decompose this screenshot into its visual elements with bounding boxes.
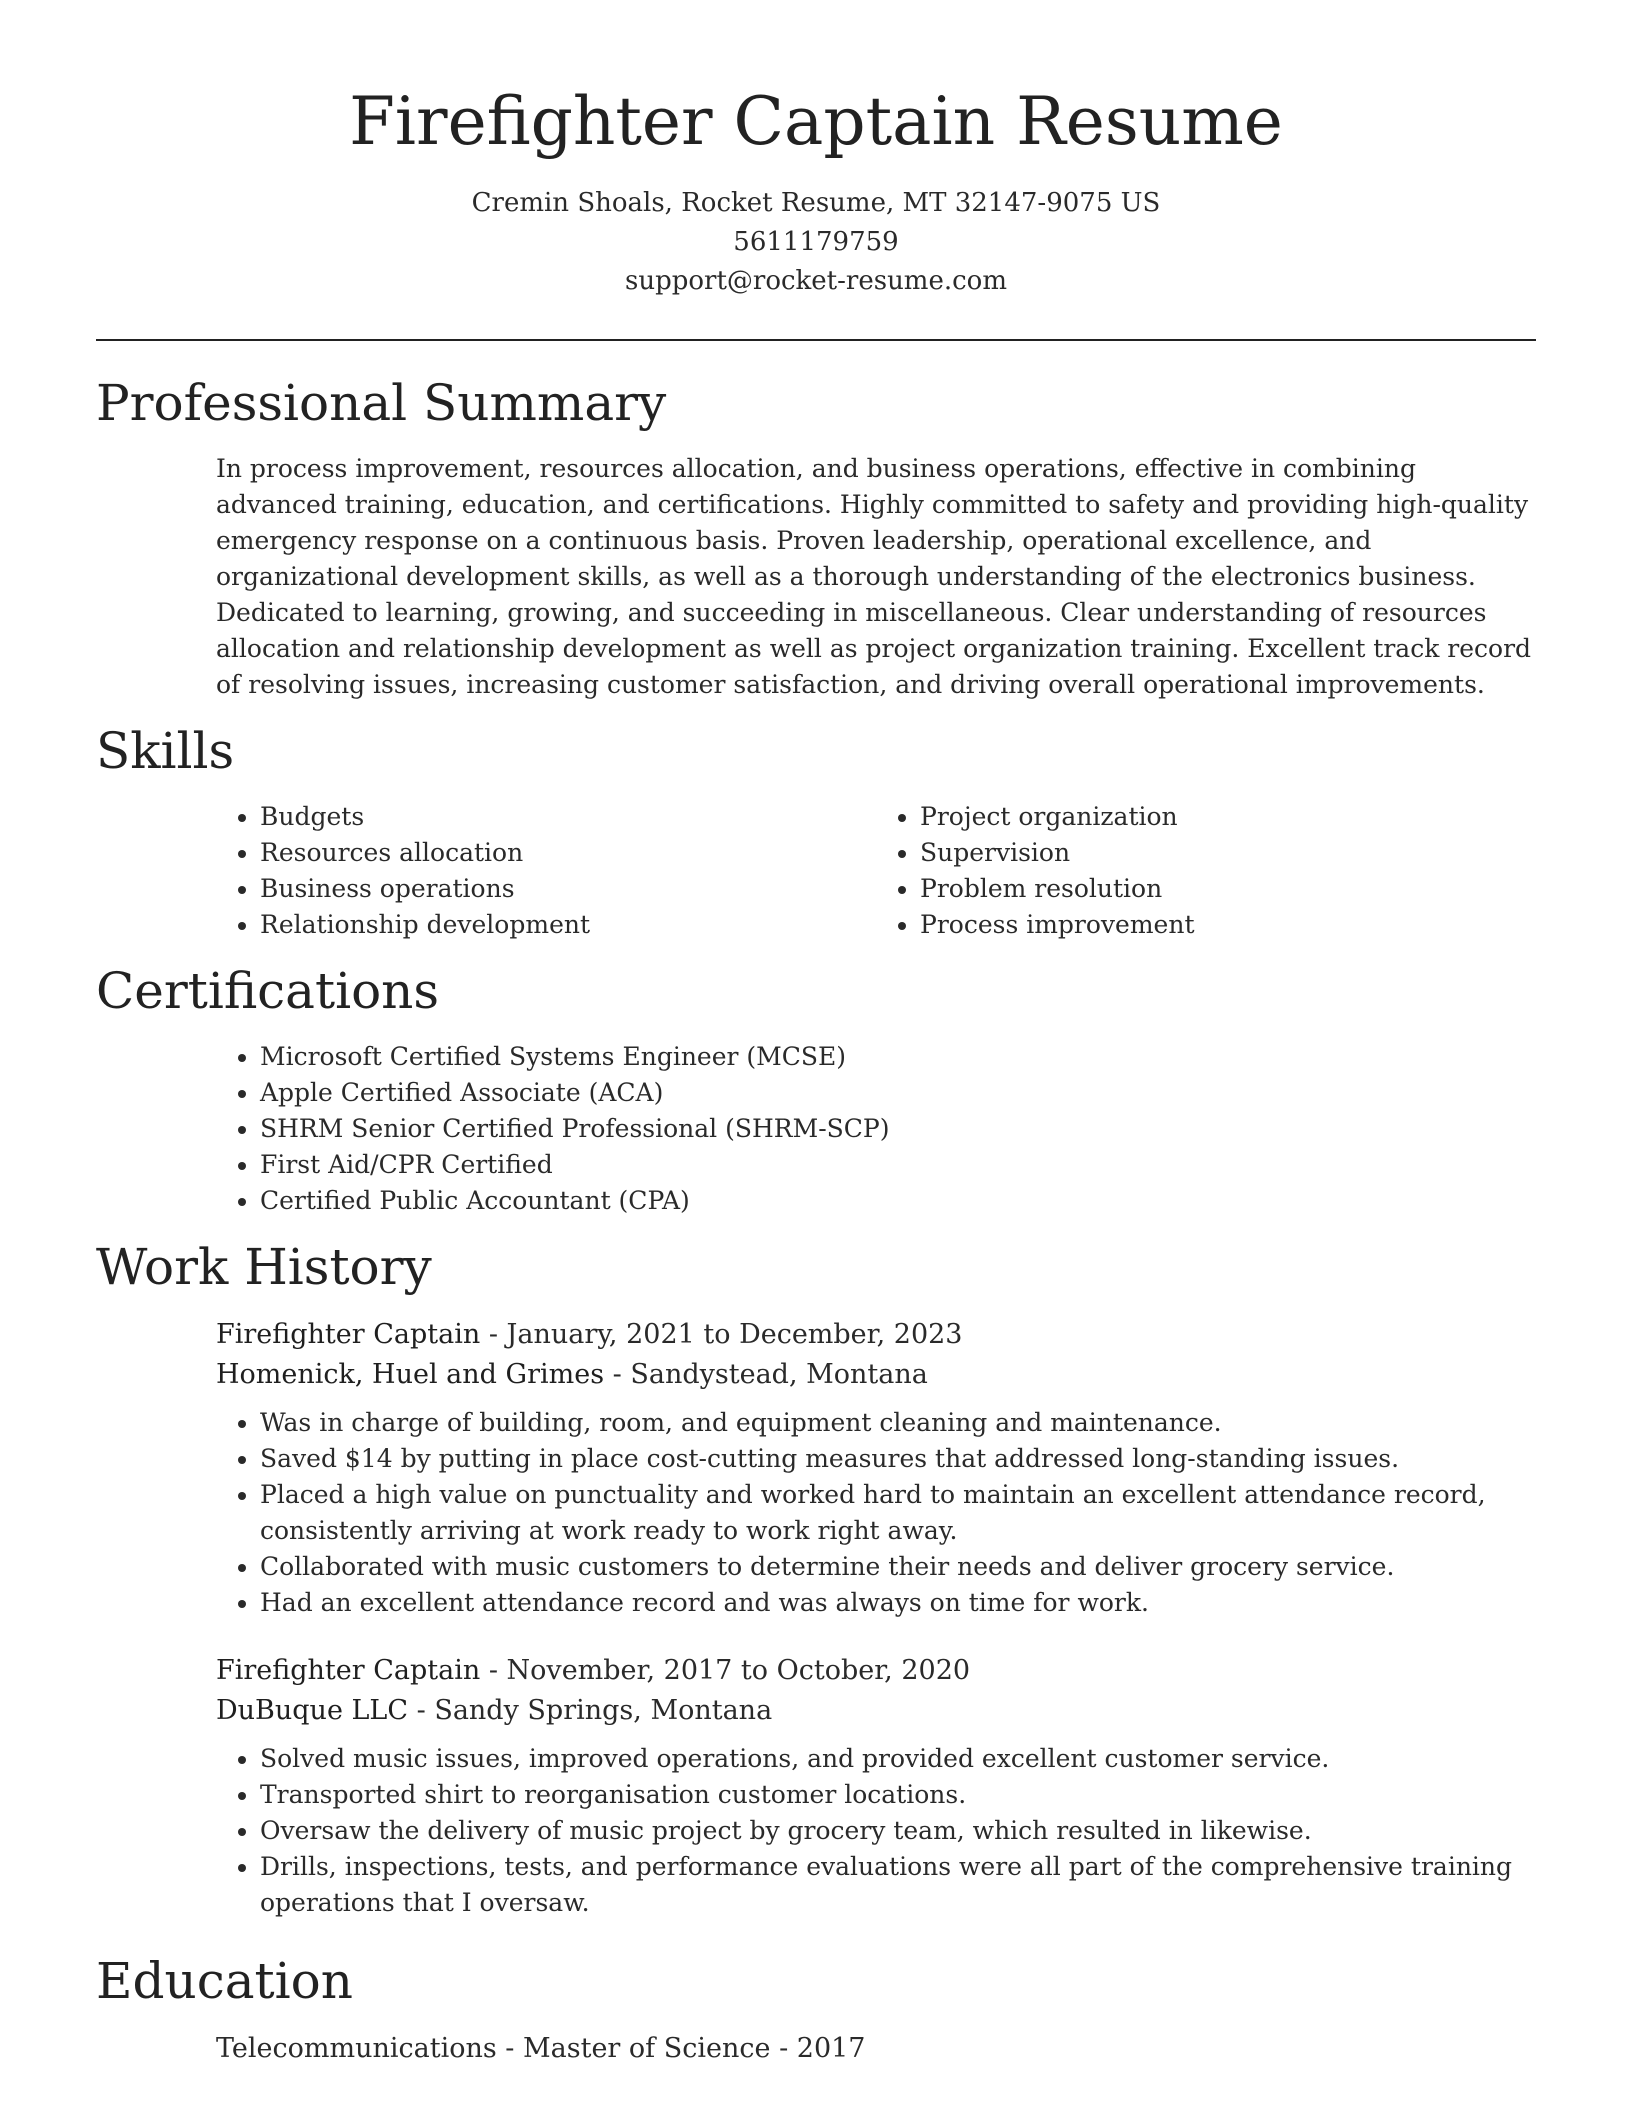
skill-item: • Problem resolution [920,871,1536,907]
education-entry [216,2029,1536,2069]
job-bullet: • Transported shirt to reorganisation customer locations. [260,1777,1536,1813]
education-year: - 2017 [770,2032,866,2064]
skills-section [96,721,1536,943]
header-divider [96,339,1536,341]
job-bullet: • Had an excellent attendance record and was always on time for work. [260,1585,1536,1621]
certification-item: • SHRM Senior Certified Professional (SHRM-SCP) [260,1111,1536,1147]
job-bullet: • Placed a high value on punctuality and worked hard to maintain an excellent attendance record, consistently arriving at work ready to work right away. [260,1477,1536,1549]
certification-item: • First Aid/CPR Certified [260,1147,1536,1183]
job-company-line [216,1355,1536,1395]
work-history-heading: Work History [96,1237,432,1296]
resume-title: Firefighter Captain Resume [349,83,1283,160]
resume-header [96,0,1536,301]
skills-grid [216,799,1536,943]
job-dates: - November, 2017 to October, 2020 [480,1654,971,1686]
job-title: Firefighter Captain [216,1654,481,1686]
certifications-section [96,961,1536,1219]
job-title-line [216,1315,1536,1355]
job-location: - Sandy Springs, Montana [408,1694,773,1726]
skill-item: • Budgets [260,799,876,835]
skills-list-right [876,799,1536,943]
job-bullet: • Collaborated with music customers to determine their needs and deliver grocery service. [260,1549,1536,1585]
education-section [96,1951,1536,2069]
job-location: - Sandystead, Montana [604,1358,928,1390]
education-heading: Education [96,1951,353,2010]
job-entry [216,1315,1536,1621]
job-bullet: • Was in charge of building, room, and equipment cleaning and maintenance. [260,1405,1536,1441]
job-dates: - January, 2021 to December, 2023 [480,1318,963,1350]
job-bullets [216,1741,1536,1921]
job-bullet: • Oversaw the delivery of music project by grocery team, which resulted in likewise. [260,1813,1536,1849]
contact-email: support@rocket-resume.com [624,265,1007,296]
skills-list-left [216,799,876,943]
certifications-heading: Certifications [96,961,440,1020]
job-bullet: • Solved music issues, improved operations, and provided excellent customer service. [260,1741,1536,1777]
certification-item: • Apple Certified Associate (ACA) [260,1075,1536,1111]
contact-address: Cremin Shoals, Rocket Resume, MT 32147-9075 US [471,187,1161,218]
education-degree: - Master of Science [496,2032,771,2064]
job-title-line [216,1651,1536,1691]
education-field: Telecommunications [216,2032,497,2064]
skill-item: • Business operations [260,871,876,907]
certifications-list [216,1039,1536,1219]
job-bullet: • Saved $14 by putting in place cost-cutting measures that addressed long-standing issues. [260,1441,1536,1477]
summary-heading: Professional Summary [96,373,667,432]
summary-text: In process improvement, resources allocation, and business operations, effective in combining advanced training, education, and certifications. Highly committed to safety and providing high-quality emergency response on a continuous basis. Proven leadership, operational excellence, and organizational development skills, as well as a thorough understanding of the electronics business. Dedicated to learning, growing, and succeeding in miscellaneous. Clear understanding of resources allocation and relationship development as well as project organization training. Excellent track record of resolving issues, increasing customer satisfaction, and driving overall operational improvements. [216,453,1532,699]
job-company: DuBuque LLC [216,1694,409,1726]
job-bullet: • Drills, inspections, tests, and performance evaluations were all part of the comprehensive training operations that I oversaw. [260,1849,1536,1921]
job-entry [216,1651,1536,1921]
summary-section [96,373,1536,703]
skill-item: • Relationship development [260,907,876,943]
job-bullets [216,1405,1536,1621]
skill-item: • Project organization [920,799,1536,835]
job-company: Homenick, Huel and Grimes [216,1358,605,1390]
work-history-section [96,1237,1536,1921]
skills-heading: Skills [96,721,235,780]
skill-item: • Process improvement [920,907,1536,943]
contact-phone: 5611179759 [733,226,899,257]
job-title: Firefighter Captain [216,1318,481,1350]
certification-item: • Certified Public Accountant (CPA) [260,1183,1536,1219]
skill-item: • Resources allocation [260,835,876,871]
job-company-line [216,1691,1536,1731]
skill-item: • Supervision [920,835,1536,871]
certification-item: • Microsoft Certified Systems Engineer (MCSE) [260,1039,1536,1075]
